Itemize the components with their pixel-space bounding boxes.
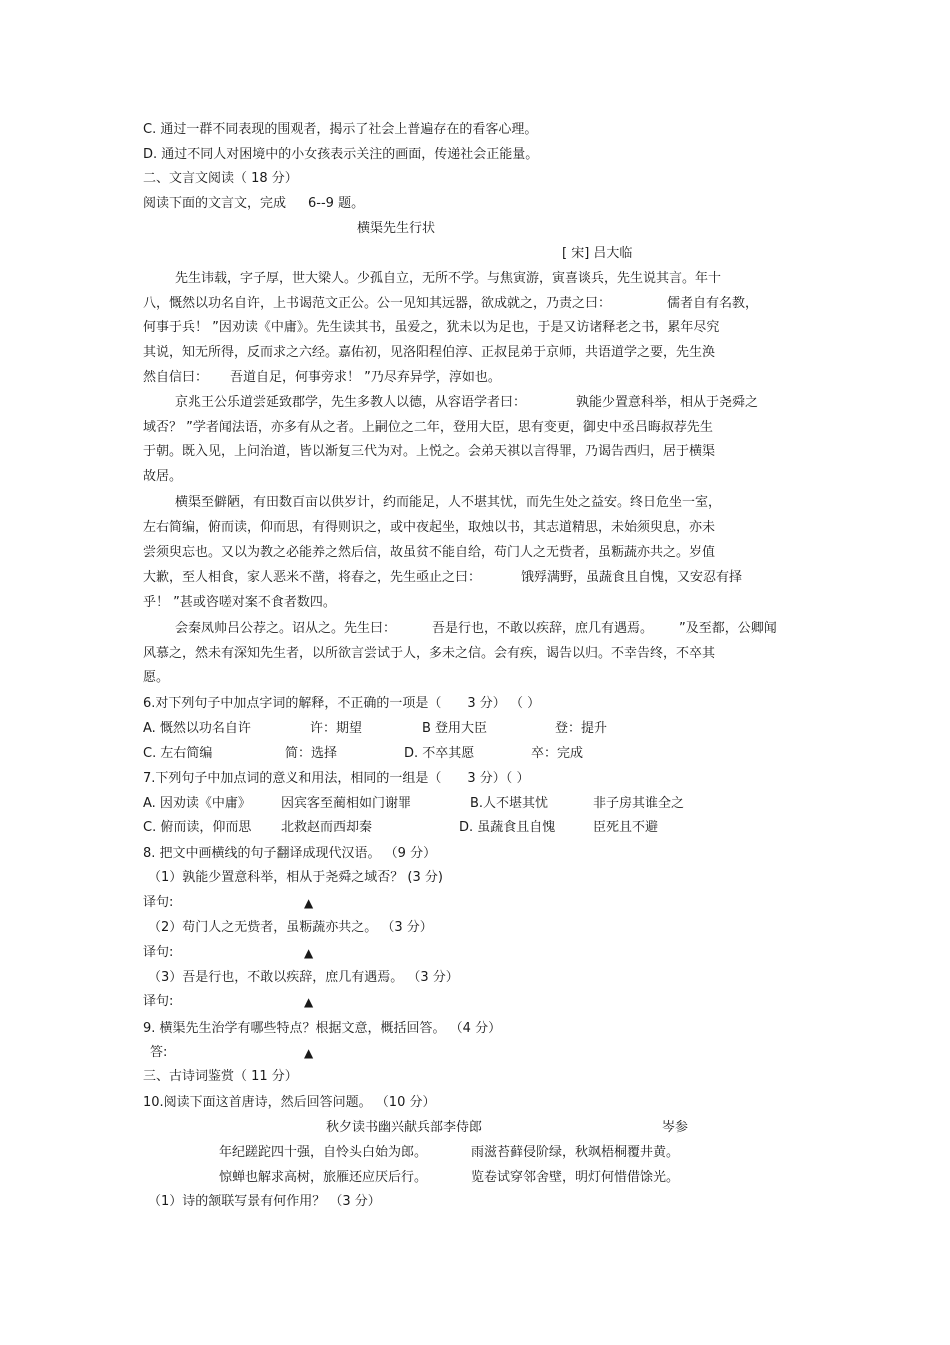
passage-line: 故居。 — [143, 469, 183, 484]
passage-line: 会秦凤帅吕公荐之。诏从之。先生曰： 吾是行也，不敢以疾辞，庶几有遇焉。 ”及至都，公卿闻 — [175, 621, 777, 636]
passage-line: 京兆王公乐道尝延致郡学，先生多教人以德，从容语学者曰： 孰能少置意科举，相从于尧舜之 — [175, 395, 759, 410]
passage-line: 乎！ ”甚或咨嗟对案不食者数四。 — [143, 595, 336, 610]
q6-stem: 6.对下列句子中加点字词的解释，不正确的一项是（ 3 分） （ ） — [143, 696, 541, 711]
passage-line: 尝须臾忘也。又以为教之必能养之然后信，故虽贫不能自给，苟门人之无赀者，虽粝蔬亦共之。岁值 — [143, 545, 716, 560]
q10-stem: 10.阅读下面这首唐诗，然后回答问题。 （10 分） — [143, 1095, 436, 1110]
option-d: D. 通过不同人对困境中的小女孩表示关注的画面，传递社会正能量。 — [143, 147, 539, 162]
passage-line: 愿。 — [143, 670, 170, 685]
q7-option-a-compare: 因宾客至蔺相如门谢罪 — [281, 796, 412, 811]
passage-author: [ 宋] 吕大临 — [562, 246, 633, 261]
passage-line: 左右简编，俯而读，仰而思，有得则识之，或中夜起坐，取烛以书，其志道精思，未始须臾息，亦未 — [143, 520, 716, 535]
passage-line: 何事于兵！ ”因劝读《中庸》。先生读其书，虽爱之，犹未以为足也，于是又访诸释老之书，累年尽究 — [143, 320, 720, 335]
passage-line: 横渠至僻陋，有田数百亩以供岁计，约而能足，人不堪其忧，而先生处之益安。终日危坐一室， — [175, 495, 722, 510]
q6-option-b-gloss: 登：提升 — [555, 721, 608, 736]
q7-option-c-compare: 北救赵而西却秦 — [281, 820, 373, 835]
q6-option-c: C. 左右简编 — [143, 746, 213, 761]
answer-label: 译句: — [143, 994, 174, 1009]
passage-line: 于朝。既入见，上问治道，皆以渐复三代为对。上悦之。会弟天祺以言得罪，乃谒告西归，居于横渠 — [143, 444, 716, 459]
poem-line: 年纪蹉跎四十强，自怜头白始为郎。 — [219, 1145, 428, 1160]
passage-line: 其说，知无所得，反而求之六经。嘉佑初，见洛阳程伯淳、正叔昆弟于京师，共语道学之要，先生涣 — [143, 345, 716, 360]
q8-sentence-1: （1）孰能少置意科举，相从于尧舜之域否？ (3 分) — [148, 870, 443, 885]
q6-option-a-gloss: 许：期望 — [310, 721, 363, 736]
q6-option-d: D. 不卒其愿 — [404, 746, 475, 761]
answer-blank-triangle[interactable]: ▲ — [304, 1046, 314, 1060]
q6-option-b: B 登用大臣 — [422, 721, 488, 736]
q7-stem: 7.下列句子中加点词的意义和用法，相同的一组是（ 3 分）（ ） — [143, 771, 530, 786]
option-c: C. 通过一群不同表现的围观者，揭示了社会上普遍存在的看客心理。 — [143, 122, 538, 137]
section-heading-poetry: 三、古诗词鉴赏（ 11 分） — [143, 1069, 298, 1084]
answer-blank-triangle[interactable]: ▲ — [304, 995, 314, 1009]
q8-sentence-2: （2）苟门人之无赀者，虽粝蔬亦共之。 （3 分） — [148, 920, 433, 935]
q7-option-c: C. 俯而读，仰而思 — [143, 820, 252, 835]
q9-stem: 9. 横渠先生治学有哪些特点？根据文意，概括回答。 （4 分） — [143, 1021, 502, 1036]
q6-option-d-gloss: 卒：完成 — [531, 746, 584, 761]
passage-line: 风慕之，然未有深知先生者，以所欲言尝试于人，多未之信。会有疾，谒告以归。不幸告终，不卒其 — [143, 646, 716, 661]
poem-author: 岑参 — [662, 1120, 689, 1135]
q10-subquestion-1: （1）诗的颔联写景有何作用？ （3 分） — [148, 1194, 381, 1209]
q8-sentence-3: （3）吾是行也，不敢以疾辞，庶几有遇焉。 （3 分） — [148, 970, 459, 985]
q7-option-d-compare: 臣死且不避 — [593, 820, 659, 835]
poem-line: 览卷试穿邻舍壁，明灯何惜借馀光。 — [471, 1170, 680, 1185]
answer-blank-triangle[interactable]: ▲ — [304, 896, 314, 910]
answer-blank-triangle[interactable]: ▲ — [304, 946, 314, 960]
q7-option-b: B.人不堪其忧 — [470, 796, 549, 811]
q7-option-a: A. 因劝读《中庸》 — [143, 796, 251, 811]
q6-option-c-gloss: 简：选择 — [285, 746, 338, 761]
passage-line: 大歉，至人相食，家人恶米不凿，将春之，先生亟止之曰： 饿殍满野，虽蔬食且自愧，又安忍有择 — [143, 570, 743, 585]
q7-option-b-compare: 非子房其谁全之 — [593, 796, 685, 811]
q7-option-d: D. 虽蔬食且自愧 — [459, 820, 556, 835]
answer-label: 译句: — [143, 945, 174, 960]
reading-instruction: 阅读下面的文言文，完成 6--9 题。 — [143, 196, 365, 211]
q8-stem: 8. 把文中画横线的句子翻译成现代汉语。 （9 分） — [143, 846, 437, 861]
poem-line: 雨滋苔藓侵阶绿，秋飒梧桐覆井黄。 — [471, 1145, 680, 1160]
poem-line: 惊蝉也解求高树，旅雁还应厌后行。 — [219, 1170, 428, 1185]
section-heading-classical: 二、文言文阅读（ 18 分） — [143, 171, 298, 186]
passage-line: 先生讳载，字子厚，世大梁人。少孤自立，无所不学。与焦寅游，寅喜谈兵，先生说其言。年十 — [175, 271, 722, 286]
passage-line: 八，慨然以功名自许，上书谒范文正公。公一见知其远器，欲成就之，乃责之曰： 儒者自有名教， — [143, 296, 759, 311]
passage-line: 域否？ ”学者闻法语，亦多有从之者。上嗣位之二年，登用大臣，思有变更，御史中丞吕晦叔荐先生 — [143, 420, 713, 435]
q6-option-a: A. 慨然以功名自许 — [143, 721, 251, 736]
passage-line: 然自信曰： 吾道自足，何事旁求！ ”乃尽弃异学，淳如也。 — [143, 370, 501, 385]
poem-title: 秋夕读书幽兴献兵部李侍郎 — [326, 1120, 483, 1135]
answer-label: 译句: — [143, 895, 174, 910]
answer-label: 答: — [150, 1045, 168, 1060]
passage-title: 横渠先生行状 — [357, 221, 436, 236]
